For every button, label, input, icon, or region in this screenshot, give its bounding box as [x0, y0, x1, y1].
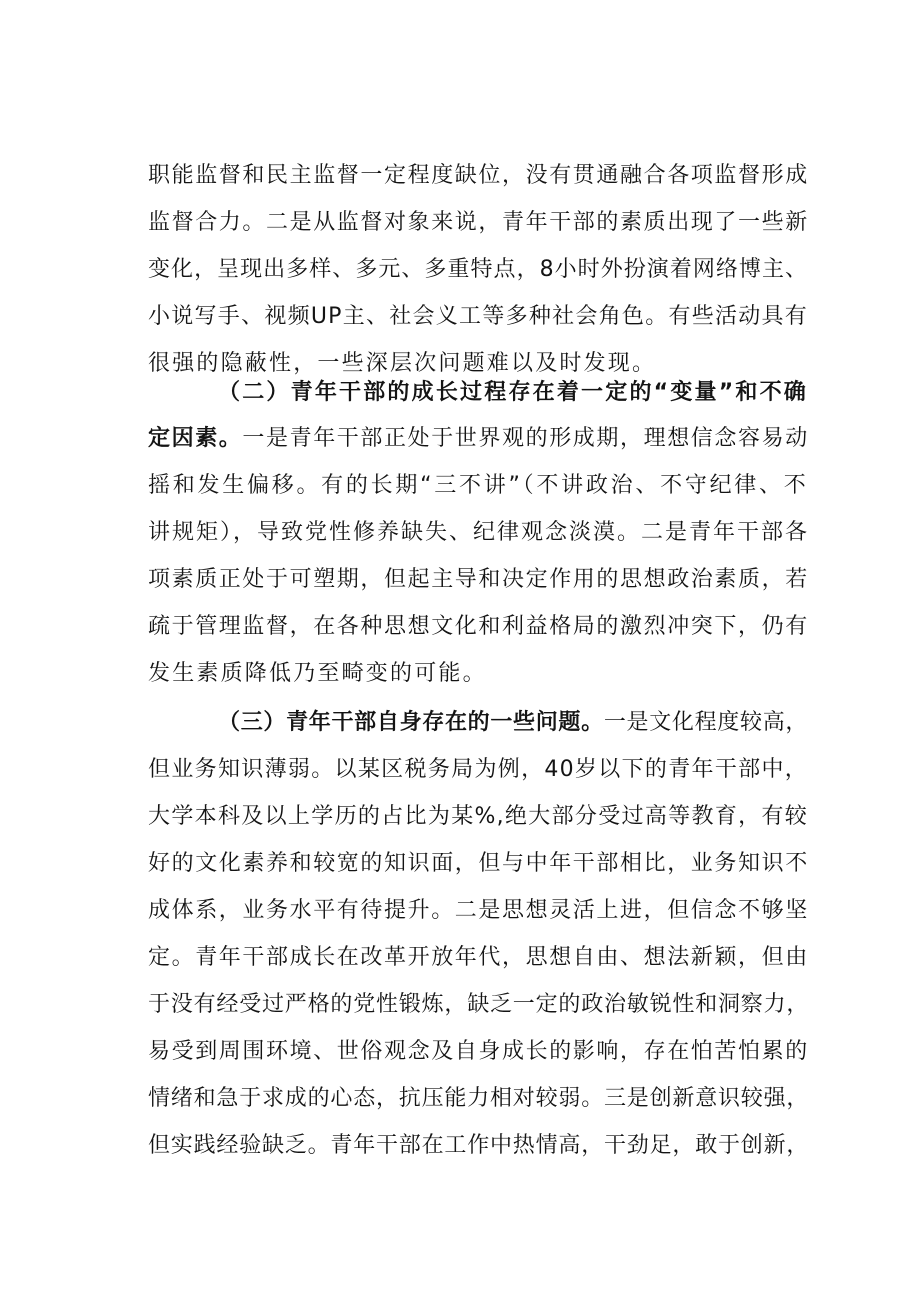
text-line	[148, 247, 808, 293]
text-line	[148, 935, 808, 981]
text-line	[148, 200, 808, 246]
line-text: 很强的隐蔽性，一些深层次问题难以及时发现。	[148, 351, 657, 376]
line-text: 监督合力。二是从监督对象来说，青年干部的素质出现了一些新	[148, 210, 809, 235]
line-text: 定。青年干部成长在改革开放年代，思想自由、想法新颖，但由	[148, 945, 809, 970]
line-text: 摇和发生偏移。有的长期“三不讲”（不讲政治、不守纪律、不	[148, 473, 808, 498]
line-text: 职能监督和民主监督一定程度缺位，没有贯通融合各项监督形成	[148, 163, 809, 188]
line-text: 情绪和急于求成的心态，抗压能力相对较弱。三是创新意识较强，	[148, 1086, 810, 1111]
text-line	[148, 1123, 808, 1169]
line-text: 讲规矩），导致党性修养缺失、纪律观念淡漠。二是青年干部各	[148, 520, 810, 545]
text-line	[148, 841, 808, 887]
text-line	[148, 416, 808, 462]
section-heading: 定因素。	[148, 426, 243, 451]
text-line	[148, 1076, 808, 1122]
line-text: 好的文化素养和较宽的知识面，但与中年干部相比，业务知识不	[148, 851, 809, 876]
line-text: 发生素质降低乃至畸变的可能。	[148, 661, 487, 686]
text-line	[148, 294, 808, 340]
text-line	[148, 982, 808, 1028]
line-text: 大学本科及以上学历的占比为某%,绝大部分受过高等教育，有较	[148, 804, 808, 829]
section-heading: （二）青年干部的成长过程存在着一定的“变量”和不确	[218, 380, 808, 405]
line-text: 一是青年干部正处于世界观的形成期，理想信念容易动	[242, 426, 809, 451]
text-line	[148, 747, 808, 793]
line-text: 疏于管理监督，在各种思想文化和利益格局的激烈冲突下，仍有	[148, 614, 809, 639]
line-text: 一是文化程度较高，	[603, 710, 808, 735]
line-text: 于没有经受过严格的党性锻炼，缺乏一定的政治敏锐性和洞察力，	[148, 992, 810, 1017]
text-line	[148, 651, 808, 697]
text-line	[218, 700, 808, 746]
line-text: 小说写手、视频UP主、社会义工等多种社会角色。有些活动具有	[148, 304, 808, 329]
text-line	[148, 510, 808, 556]
text-line	[148, 604, 808, 650]
text-line	[148, 557, 808, 603]
text-line	[148, 888, 808, 934]
line-text: 但实践经验缺乏。青年干部在工作中热情高，干劲足，敢于创新，	[148, 1133, 810, 1158]
line-text: 易受到周围环境、世俗观念及自身成长的影响，存在怕苦怕累的	[148, 1039, 809, 1064]
text-line	[148, 794, 808, 840]
text-line	[148, 463, 808, 509]
line-text: 成体系，业务水平有待提升。二是思想灵活上进，但信念不够坚	[148, 898, 809, 923]
line-text: 项素质正处于可塑期，但起主导和决定作用的思想政治素质，若	[148, 567, 809, 592]
text-line	[148, 1029, 808, 1075]
line-text: 但业务知识薄弱。以某区税务局为例，40岁以下的青年干部中，	[148, 757, 808, 782]
text-line	[148, 153, 808, 199]
section-heading: （三）青年干部自身存在的一些问题。	[218, 710, 604, 735]
line-text: 变化，呈现出多样、多元、多重特点，8小时外扮演着网络博主、	[148, 257, 808, 282]
section-heading-line	[218, 370, 808, 416]
